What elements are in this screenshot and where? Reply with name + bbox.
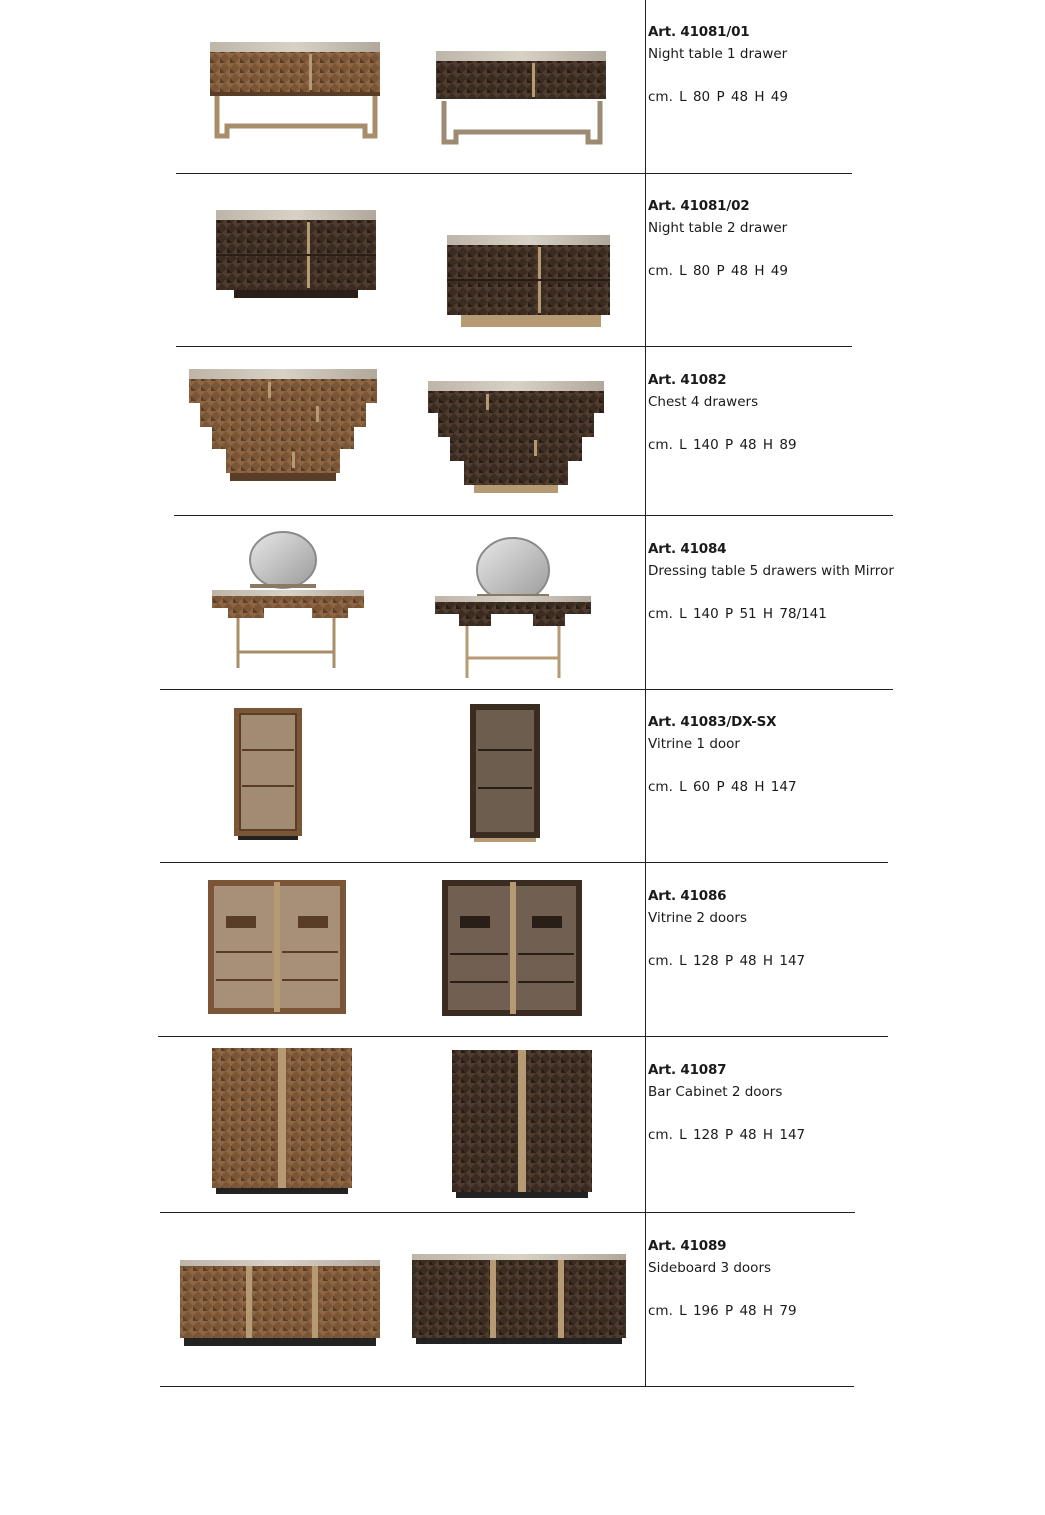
product-dimensions: cm. L 80 P 48 H 49 [648, 89, 788, 105]
product-description: Vitrine 1 door [648, 736, 740, 752]
product-code: Art. 41081/02 [648, 198, 750, 214]
product-image-vitrine-1-door-dark [466, 702, 544, 844]
product-code: Art. 41089 [648, 1238, 727, 1254]
product-description: Vitrine 2 doors [648, 910, 747, 926]
product-info [648, 885, 805, 972]
product-image-chest-dark [414, 378, 620, 502]
product-image-night-table-2-drawer-dark [443, 232, 619, 332]
row-divider [160, 689, 893, 690]
row-divider [158, 1036, 888, 1037]
product-code: Art. 41084 [648, 541, 727, 557]
product-description: Chest 4 drawers [648, 394, 759, 410]
product-image-dressing-table-walnut [208, 528, 370, 676]
product-image-vitrine-2-doors-dark [438, 876, 586, 1022]
product-code: Art. 41083/DX-SX [648, 714, 777, 730]
product-dimensions: cm. L 128 P 48 H 147 [648, 953, 806, 969]
product-image-dressing-table-dark [431, 534, 597, 682]
product-info [648, 538, 894, 625]
product-image-vitrine-1-door-walnut [230, 706, 306, 842]
product-description: Bar Cabinet 2 doors [648, 1084, 783, 1100]
product-description: Night table 1 drawer [648, 46, 788, 62]
product-dimensions: cm. L 128 P 48 H 147 [648, 1127, 806, 1143]
product-image-night-table-2-drawer-dark [212, 208, 382, 302]
product-description: Sideboard 3 doors [648, 1260, 772, 1276]
row-divider [160, 1212, 855, 1213]
product-description: Night table 2 drawer [648, 220, 788, 236]
product-code: Art. 41081/01 [648, 24, 750, 40]
product-code: Art. 41082 [648, 372, 727, 388]
product-dimensions: cm. L 196 P 48 H 79 [648, 1303, 797, 1319]
row-divider [176, 173, 852, 174]
product-image-night-table-1-drawer-dark [432, 48, 620, 152]
product-code: Art. 41086 [648, 888, 727, 904]
product-image-sideboard-dark [404, 1250, 632, 1354]
product-image-bar-cabinet-walnut [206, 1046, 358, 1198]
product-dimensions: cm. L 60 P 48 H 147 [648, 779, 797, 795]
product-info [648, 1235, 797, 1322]
product-description: Dressing table 5 drawers with Mirror [648, 563, 894, 579]
product-code: Art. 41087 [648, 1062, 727, 1078]
product-info [648, 1059, 805, 1146]
product-image-chest-walnut [186, 366, 382, 490]
product-dimensions: cm. L 80 P 48 H 49 [648, 263, 788, 279]
product-image-bar-cabinet-dark [446, 1048, 598, 1202]
product-info [648, 711, 797, 798]
product-info [648, 369, 797, 456]
product-info [648, 195, 788, 282]
product-image-sideboard-walnut [168, 1256, 384, 1356]
product-dimensions: cm. L 140 P 48 H 89 [648, 437, 797, 453]
product-image-night-table-1-drawer-walnut [205, 38, 387, 142]
row-divider [174, 515, 893, 516]
row-divider [160, 862, 888, 863]
column-divider [645, 0, 646, 1386]
product-info [648, 21, 788, 108]
product-dimensions: cm. L 140 P 51 H 78/141 [648, 606, 827, 622]
row-divider [176, 346, 852, 347]
product-image-vitrine-2-doors-walnut [204, 876, 350, 1022]
row-divider [160, 1386, 854, 1387]
